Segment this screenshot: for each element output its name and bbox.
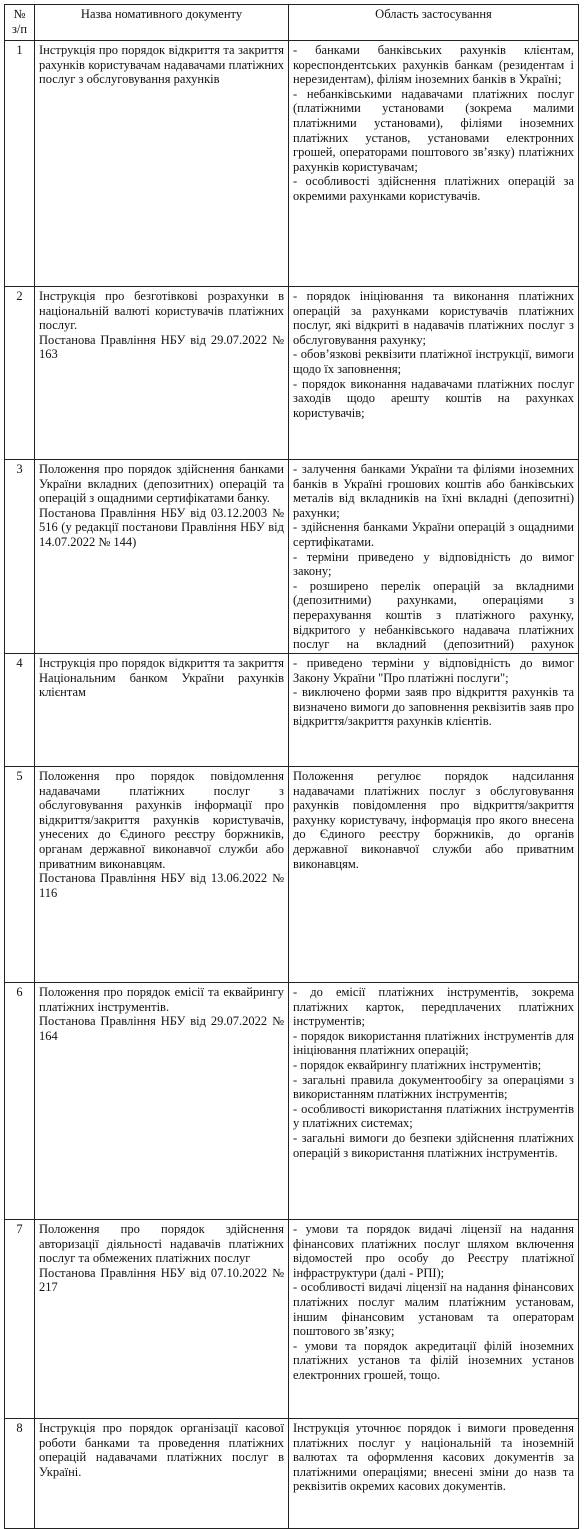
document-name-cell [35,460,289,654]
table-row [5,1419,579,1529]
scope-item: - небанківськими надавачами платіжних послуг (платіжними установами (зокрема малими платіжними установами), філіями іноземних платіжних установ, установами електронних грошей, операторами поштового зв’язку) платіжних рахунків користувачам; [293,86,574,174]
scope-cell [289,1419,579,1529]
scope-item: Положення регулює порядок надсилання надавачами платіжних послуг з обслуговування рахунків повідомлення про відкриття/закриття рахунку користувачу, інформація про якого внесена до Єдиного реєстру боржників, до органів державної виконавчої служби або приватним виконавцям. [293,769,574,871]
scope-cell [289,287,579,460]
scope-item: - розширено перелік операцій за вкладними (депозитними) рахунками, операціями з перерахування коштів з платіжного рахунку, відкритого у небанківського надавача платіжних послуг на вкладний (депозитний) рахунок [293,578,574,651]
document-name-line: Постанова Правління НБУ від 29.07.2022 № 164 [39,1014,284,1043]
scope-cell [289,767,579,983]
table-row [5,767,579,983]
scope-item: - порядок виконання надавачами платіжних послуг заходів щодо арешту коштів на рахунках користувачів; [293,376,574,420]
document-name-cell [35,287,289,460]
scope-cell [289,460,579,654]
scope-item: - терміни приведено у відповідність до вимог закону; [293,549,574,579]
header-scope: Область застосування [289,5,579,41]
document-name-cell [35,1220,289,1419]
scope-item: - до емісії платіжних інструментів, зокрема платіжних карток, передплачених платіжних інструментів; [293,985,574,1029]
scope-item: - порядок еквайрингу платіжних інструментів; [293,1057,542,1072]
scope-item: - загальні правила документообігу за операціями з використанням платіжних інструментів; [293,1072,574,1102]
table-row [5,41,579,287]
row-number: 2 [5,287,35,460]
table-row [5,983,579,1220]
document-name-cell [35,41,289,287]
document-name-cell [35,767,289,983]
document-name-line: Положення про порядок здійснення авторизації діяльності надавачів платіжних послуг та обмежених платіжних послуг [39,1222,284,1266]
scope-item: - порядок ініціювання та виконання платіжних операцій за рахунками користувачів платіжних послуг, які відкриті в надавачів платіжних послуг з обслуговування рахунку; [293,289,574,347]
document-name-line: Постанова Правління НБУ від 13.06.2022 № 116 [39,871,284,900]
scope-item: - умови та порядок акредитації філій іноземних платіжних установ та філій іноземних установ електронних грошей, тощо. [293,1338,574,1382]
document-name-cell [35,1419,289,1529]
table-row [5,460,579,654]
document-name-line: Постанова Правління НБУ від 07.10.2022 № 217 [39,1265,284,1295]
scope-item: - приведено терміни у відповідність до вимог Закону України "Про платіжні послуги"; [293,656,574,685]
document-name-line: Постанова Правління НБУ від 03.12.2003 № 516 (у редакції постанови Правління НБУ від 14.07.2022 № 144) [39,505,284,549]
document-name-line: Інструкція про порядок відкриття та закриття Національним банком України рахунків клієнтам [39,656,284,700]
document-name-line: Інструкція про порядок відкриття та закриття рахунків користувачам надавачами платіжних послуг з обслуговування рахунків [39,43,284,87]
document-name-line: Положення про порядок здійснення банками України вкладних (депозитних) операцій та операцій з ощадними сертифікатами банку. [39,462,284,506]
scope-item: - особливості видачі ліцензії на надання фінансових платіжних послуг малим платіжним установам, іншим фінансовим установам та операторам поштового зв’язку; [293,1280,574,1339]
header-number: № з/п [5,5,35,41]
row-number: 6 [5,983,35,1220]
table-row [5,654,579,767]
scope-cell [289,654,579,767]
scope-item: - обов’язкові реквізити платіжної інструкції, вимоги щодо їх заповнення; [293,347,574,376]
table-row [5,1220,579,1419]
scope-item: - виключено форми заяв про відкриття рахунків та визначено вимоги до заповнення реквізитів заяв про відкриття/закриття рахунків клієнтів. [293,685,574,729]
scope-item: - банками банківських рахунків клієнтам, кореспондентських рахунків банкам (резидентам і нерезидентам), філіям іноземних банків в Україні; [293,43,574,87]
row-number: 3 [5,460,35,654]
scope-item: - залучення банками України та філіями іноземних банків в Україні грошових коштів або банківських металів від вкладників на їхні вкладні (депозитні) рахунки; [293,462,574,520]
scope-cell [289,41,579,287]
scope-item: - здійснення банками України операцій з ощадними сертифікатами. [293,520,574,549]
scope-item: - загальні вимоги до безпеки здійснення платіжних операцій з використання платіжних інструментів. [293,1130,574,1160]
document-name-line: Інструкція про порядок організації касової роботи банками та проведення платіжних операцій надавачами платіжних послуг в Україні. [39,1421,284,1479]
regulatory-documents-table [4,4,579,1529]
row-number: 8 [5,1419,35,1529]
table-header-row [5,5,579,41]
scope-item: - умови та порядок видачі ліцензії на надання фінансових платіжних послуг шляхом включення відомостей про особу до Реєстру платіжної інфраструктури (далі - РПІ); [293,1222,574,1280]
document-name-cell [35,983,289,1220]
scope-item: - особливості здійснення платіжних операцій за окремими рахунками користувачів. [293,174,574,203]
row-number: 5 [5,767,35,983]
table-row [5,287,579,460]
scope-item: Інструкція уточнює порядок і вимоги проведення платіжних послуг у національній та іноземній валютах та оформлення касових документів за платіжними операціями; внесені зміни до назв та реквізитів окремих касових документів. [293,1421,574,1494]
header-document-name: Назва номативного документу [35,5,289,41]
scope-cell [289,1220,579,1419]
document-name-line: Інструкція про безготівкові розрахунки в національній валюті користувачів платіжних послуг. [39,289,284,333]
row-number: 7 [5,1220,35,1419]
scope-cell [289,983,579,1220]
scope-item: - особливості використання платіжних інструментів у платіжних системах; [293,1101,574,1131]
row-number: 1 [5,41,35,287]
scope-item: - порядок використання платіжних інструментів для ініціювання платіжних операцій; [293,1028,574,1058]
document-name-line: Постанова Правління НБУ від 29.07.2022 № 163 [39,332,284,362]
document-name-line: Положення про порядок повідомлення надавачами платіжних послуг з обслуговування рахунків інформації про відкриття/закриття рахунків користувачів, унесених до Єдиного реєстру боржників, органам державної виконавчої служби або приватним виконавцям. [39,769,284,871]
document-name-line: Положення про порядок емісії та еквайрингу платіжних інструментів. [39,985,284,1014]
document-name-cell [35,654,289,767]
row-number: 4 [5,654,35,767]
